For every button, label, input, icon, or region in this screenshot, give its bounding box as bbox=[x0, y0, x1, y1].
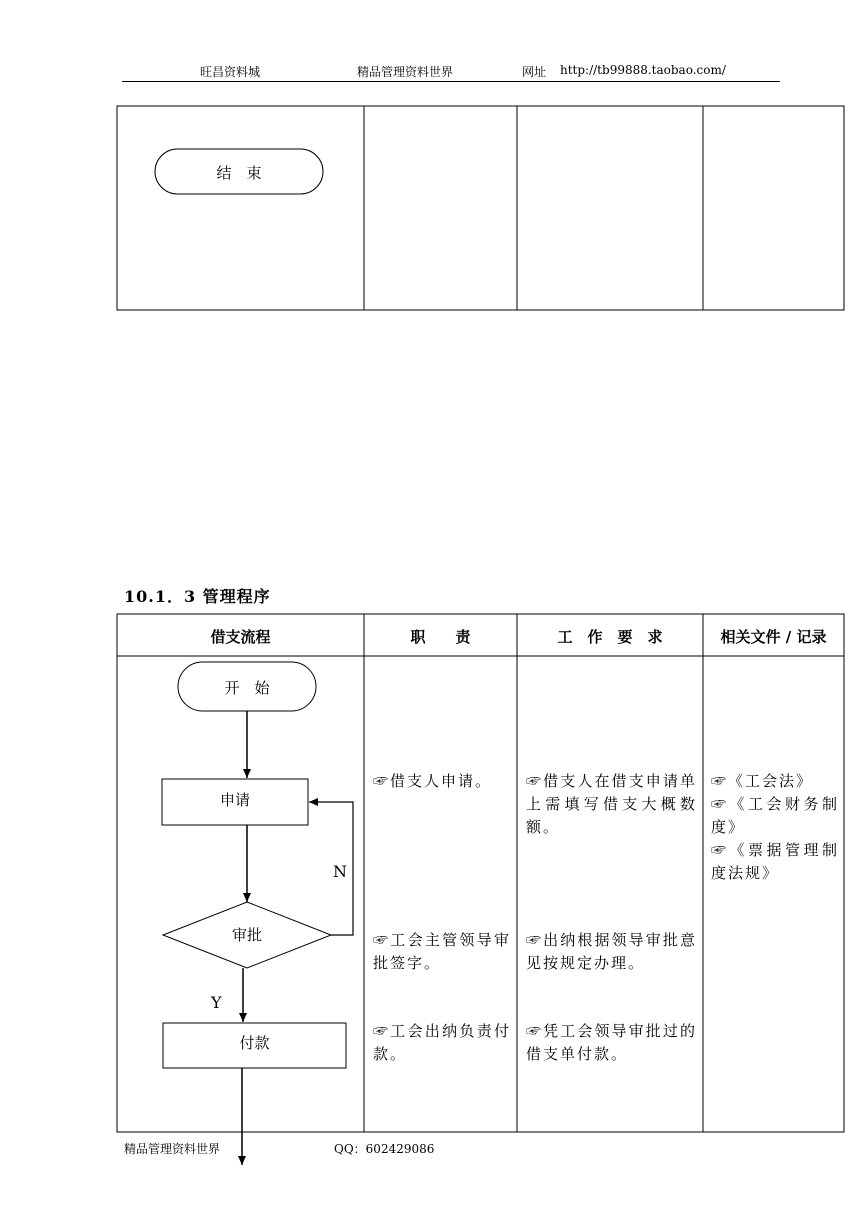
duty-apply: ☞借支人申请。 bbox=[373, 772, 493, 790]
doc-receipt-rules: ☞《票据管理制度法规》 bbox=[711, 841, 839, 882]
duty-approve: ☞工会主管领导审批签字。 bbox=[373, 931, 511, 972]
apply-box-label: 申请 bbox=[219, 791, 250, 809]
header-duty: 职 责 bbox=[410, 628, 471, 646]
footer-qq: QQ：602429086 bbox=[334, 1142, 435, 1156]
pay-box-label: 付款 bbox=[239, 1034, 270, 1052]
header-url: http://tb99888.taobao.com/ bbox=[560, 63, 726, 77]
footer-slogan: 精品管理资料世界 bbox=[124, 1142, 221, 1156]
section-title: 10.1．3 管理程序 bbox=[124, 587, 271, 606]
yes-branch-label: Y bbox=[211, 993, 222, 1012]
header-shop-name: 旺昌资料城 bbox=[200, 65, 261, 79]
header-slogan: 精品管理资料世界 bbox=[357, 65, 454, 79]
requirement-pay: ☞凭工会领导审批过的借支单付款。 bbox=[526, 1022, 697, 1063]
end-terminal-label: 结 束 bbox=[216, 164, 262, 182]
header-requirements: 工 作 要 求 bbox=[557, 628, 663, 646]
no-branch-label: N bbox=[333, 862, 347, 881]
header-url-label: 网址 bbox=[522, 65, 547, 79]
duty-pay: ☞工会出纳负责付款。 bbox=[373, 1022, 511, 1063]
start-terminal-label: 开 始 bbox=[224, 679, 270, 697]
header-documents: 相关文件 / 记录 bbox=[720, 628, 827, 646]
doc-finance-rules: ☞《工会财务制度》 bbox=[711, 795, 839, 836]
requirement-apply: ☞借支人在借支申请单上需填写借支大概数额。 bbox=[526, 772, 697, 836]
requirement-approve: ☞出纳根据领导审批意见按规定办理。 bbox=[526, 931, 697, 972]
top-table-frame bbox=[117, 106, 844, 310]
header-flow: 借支流程 bbox=[210, 628, 271, 646]
doc-union-law: ☞《工会法》 bbox=[711, 772, 814, 790]
approve-diamond-label: 审批 bbox=[231, 926, 262, 944]
